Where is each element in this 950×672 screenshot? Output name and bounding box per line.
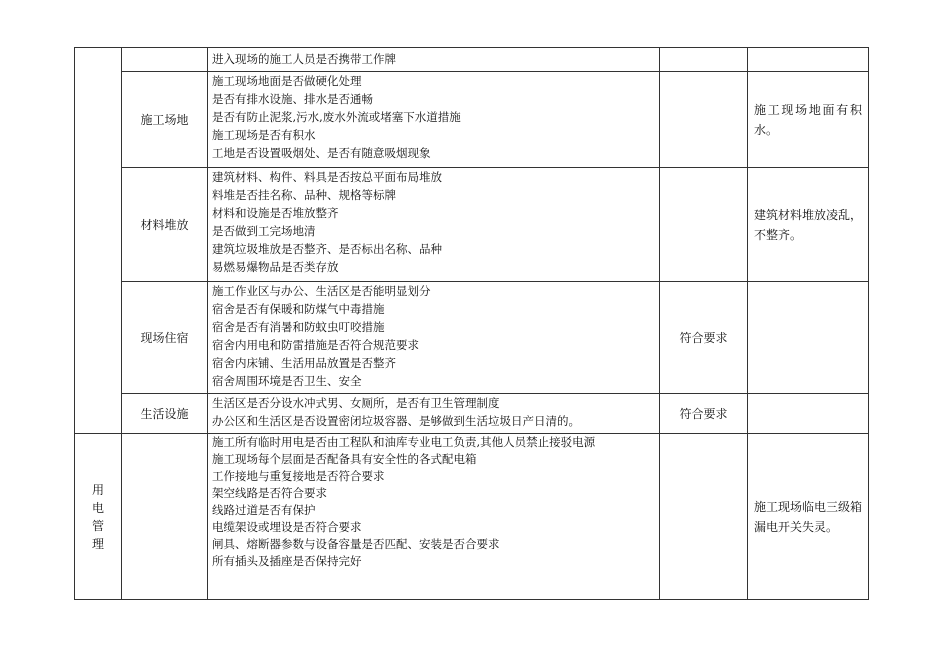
item-cell xyxy=(122,48,208,72)
note-cell xyxy=(748,282,869,394)
check-item: 生活区是否分设水冲式男、女厕所，是否有卫生管理制度 xyxy=(212,396,500,410)
item-cell: 施工场地 xyxy=(122,72,208,168)
category-cell-empty xyxy=(75,48,122,434)
items-cell xyxy=(208,168,660,282)
result-cell xyxy=(660,434,748,600)
check-item: 建筑材料、构件、料具是否按总平面布局堆放 xyxy=(212,170,442,184)
note-text: 建筑材料堆放凌乱，不整齐。 xyxy=(754,207,863,242)
note-cell xyxy=(748,394,869,434)
check-item: 进入现场的施工人员是否携带工作牌 xyxy=(212,52,396,66)
check-item: 施工现场地面是否做硬化处理 xyxy=(212,74,362,88)
table-row xyxy=(75,48,869,72)
result-cell xyxy=(660,168,748,282)
result-cell xyxy=(660,48,748,72)
item-cell: 现场住宿 xyxy=(122,282,208,394)
check-item: 是否有排水设施、排水是否通畅 xyxy=(212,92,373,106)
note-cell xyxy=(748,434,869,600)
category-cell xyxy=(75,434,122,600)
check-item: 易燃易爆物品是否类存放 xyxy=(212,260,339,274)
table-row xyxy=(75,434,869,600)
check-item: 宿舍是否有消暑和防蚊虫叮咬措施 xyxy=(212,320,385,334)
check-item: 宿舍周围环境是否卫生、安全 xyxy=(212,374,362,388)
items-cell xyxy=(208,48,660,72)
table-row xyxy=(75,72,869,168)
check-item: 办公区和生活区是否设置密闭垃圾容器、是够做到生活垃圾日产日清的。 xyxy=(212,414,580,428)
item-cell xyxy=(122,434,208,600)
item-cell: 生活设施 xyxy=(122,394,208,434)
check-item: 宿舍内床铺、生活用品放置是否整齐 xyxy=(212,356,396,370)
check-item: 工地是否设置吸烟处、是否有随意吸烟现象 xyxy=(212,146,431,160)
check-item: 工作接地与重复接地是否符合要求 xyxy=(212,469,385,483)
note-cell xyxy=(748,48,869,72)
category-label: 用电管理 xyxy=(91,482,104,551)
table-row xyxy=(75,168,869,282)
result-cell xyxy=(660,72,748,168)
note-text: 施工现场地面有积水。 xyxy=(754,102,862,137)
check-item: 建筑垃圾堆放是否整齐、是否标出名称、品种 xyxy=(212,242,442,256)
note-cell xyxy=(748,72,869,168)
items-cell xyxy=(208,282,660,394)
check-item: 架空线路是否符合要求 xyxy=(212,486,327,500)
check-item: 是否有防止泥浆,污水,废水外流或堵塞下水道措施 xyxy=(212,110,461,124)
check-item: 施工作业区与办公、生活区是否能明显划分 xyxy=(212,284,431,298)
items-cell xyxy=(208,72,660,168)
check-item: 是否做到工完场地清 xyxy=(212,224,316,238)
item-cell: 材料堆放 xyxy=(122,168,208,282)
check-item: 施工现场是否有积水 xyxy=(212,128,316,142)
items-cell xyxy=(208,434,660,600)
check-item: 材料和设施是否堆放整齐 xyxy=(212,206,339,220)
check-item: 闸具、熔断器参数与设备容量是否匹配、安装是否合要求 xyxy=(212,537,500,551)
inspection-table xyxy=(74,47,869,600)
check-item: 电缆架设或埋设是否符合要求 xyxy=(212,520,362,534)
result-cell: 符合要求 xyxy=(660,394,748,434)
check-item: 宿舍是否有保暖和防煤气中毒措施 xyxy=(212,302,385,316)
table-row xyxy=(75,282,869,394)
note-cell xyxy=(748,168,869,282)
check-item: 料堆是否挂名称、品种、规格等标牌 xyxy=(212,188,396,202)
result-cell: 符合要求 xyxy=(660,282,748,394)
items-cell xyxy=(208,394,660,434)
check-item: 施工现场每个层面是否配备具有安全性的各式配电箱 xyxy=(212,452,477,466)
check-item: 所有插头及插座是否保持完好 xyxy=(212,554,362,568)
table-row xyxy=(75,394,869,434)
note-text: 施工现场临电三级箱漏电开关失灵。 xyxy=(754,499,863,534)
check-item: 线路过道是否有保护 xyxy=(212,503,316,517)
check-item: 施工所有临时用电是否由工程队和油库专业电工负责,其他人员禁止接驳电源 xyxy=(212,435,596,449)
check-item: 宿舍内用电和防雷措施是否符合规范要求 xyxy=(212,338,419,352)
